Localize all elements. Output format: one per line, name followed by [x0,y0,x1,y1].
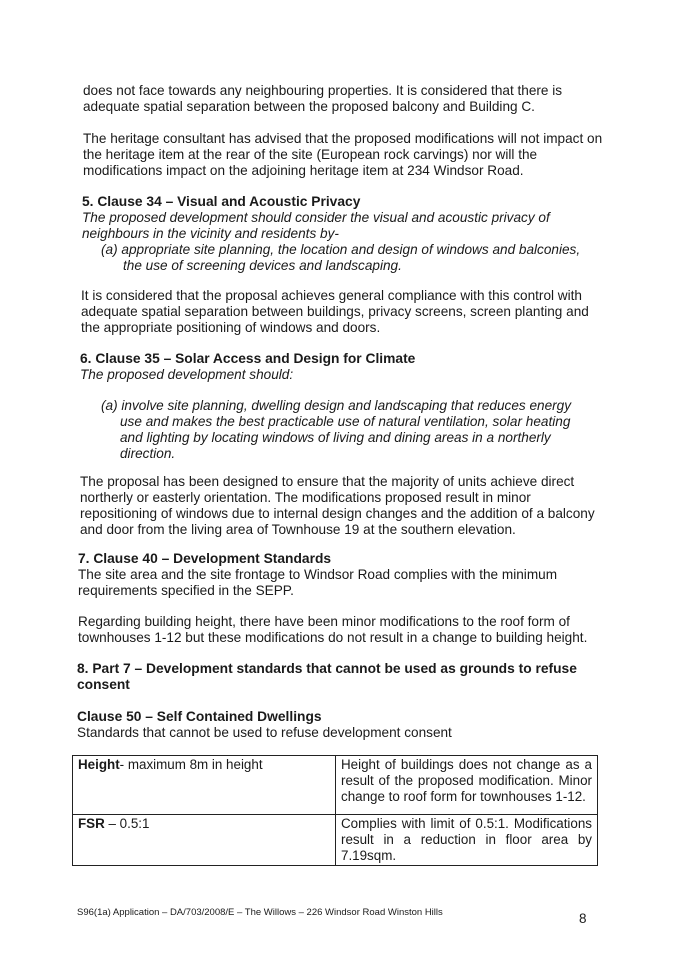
clause-50 [77,709,597,741]
section-5-item-a-text: (a) appropriate site planning, the location and design of windows and balconies, the use of screening devices and landscaping. [101,242,581,273]
section-5-heading: 5. Clause 34 – Visual and Acoustic Privacy [82,194,361,209]
section-7-body2: Regarding building height, there have been minor modifications to the roof form of townhouses 1-12 but these modifications do not result in a change to building height. [78,614,588,645]
section-7-body1: The site area and the site frontage to Windsor Road complies with the minimum requirements specified in the SEPP. [78,567,558,598]
paragraph-top [83,83,603,115]
standard-label-bold: Height [78,757,120,772]
footer-text: S96(1a) Application – DA/703/2008/E – The Willows – 226 Windsor Road Winston Hills [77,907,443,918]
clause-50-heading: Clause 50 – Self Contained Dwellings [77,709,322,724]
standard-label-bold: FSR [78,816,105,831]
section-5-item-a [82,242,602,274]
section-5-intro: The proposed development should consider the visual and acoustic privacy of neighbours in the vicinity and residents by- [82,210,550,241]
section-6-body-text: The proposal has been designed to ensure that the majority of units achieve direct northerly or easterly orientation. The modifications proposed result in minor repositioning of windows due to internal design changes and the addition of a balcony and door from the living area of Townhouse 19 at the southern elevation. [80,474,595,537]
section-7 [78,551,598,599]
section-6-heading: 6. Clause 35 – Solar Access and Design for Climate [80,351,416,366]
section-6-body [80,474,604,538]
clause-50-intro: Standards that cannot be used to refuse development consent [77,725,452,740]
table-cell-assessment: Height of buildings does not change as a result of the proposed modification. Minor change to roof form for townhouses 1-12. [336,756,598,815]
standard-label-rest: – 0.5:1 [104,816,150,831]
table-cell-standard [73,815,336,866]
section-7-body2-block [78,614,602,646]
table-cell-assessment: Complies with limit of 0.5:1. Modifications result in a reduction in floor area by 7.19sqm. [336,815,598,866]
section-5-body-text: It is considered that the proposal achieves general compliance with this control with adequate spatial separation between buildings, privacy screens, screen planting and the appropriate positioning of windows and doors. [81,288,589,335]
page-number: 8 [579,911,587,926]
standards-table [72,755,598,866]
section-6-item-a [101,398,585,462]
paragraph-heritage-text: The heritage consultant has advised that the proposed modifications will not impact on the heritage item at the rear of the site (European rock carvings) nor will the modifications impact on the adjoining heritage item at 234 Windsor Road. [83,131,603,178]
section-8-heading: 8. Part 7 – Development standards that cannot be used as grounds to refuse consent [77,661,577,692]
section-7-heading: 7. Clause 40 – Development Standards [78,551,332,566]
table-row [73,815,598,866]
section-6 [80,351,600,383]
paragraph-top-text: does not face towards any neighbouring properties. It is considered that there is adequate spatial separation between the proposed balcony and Building C. [83,83,563,114]
table-row [73,756,598,815]
table-cell-standard [73,756,336,815]
section-5 [82,194,602,274]
section-6-item-a-text: (a) involve site planning, dwelling design and landscaping that reduces energy use and makes the best practicable use of natural ventilation, solar heating and lighting by locating windows of living and dining areas in a northerly direction. [101,398,572,461]
standard-label-rest: - maximum 8m in height [119,757,263,772]
section-6-intro: The proposed development should: [80,367,294,382]
paragraph-heritage [83,131,603,179]
section-5-body [81,288,603,336]
